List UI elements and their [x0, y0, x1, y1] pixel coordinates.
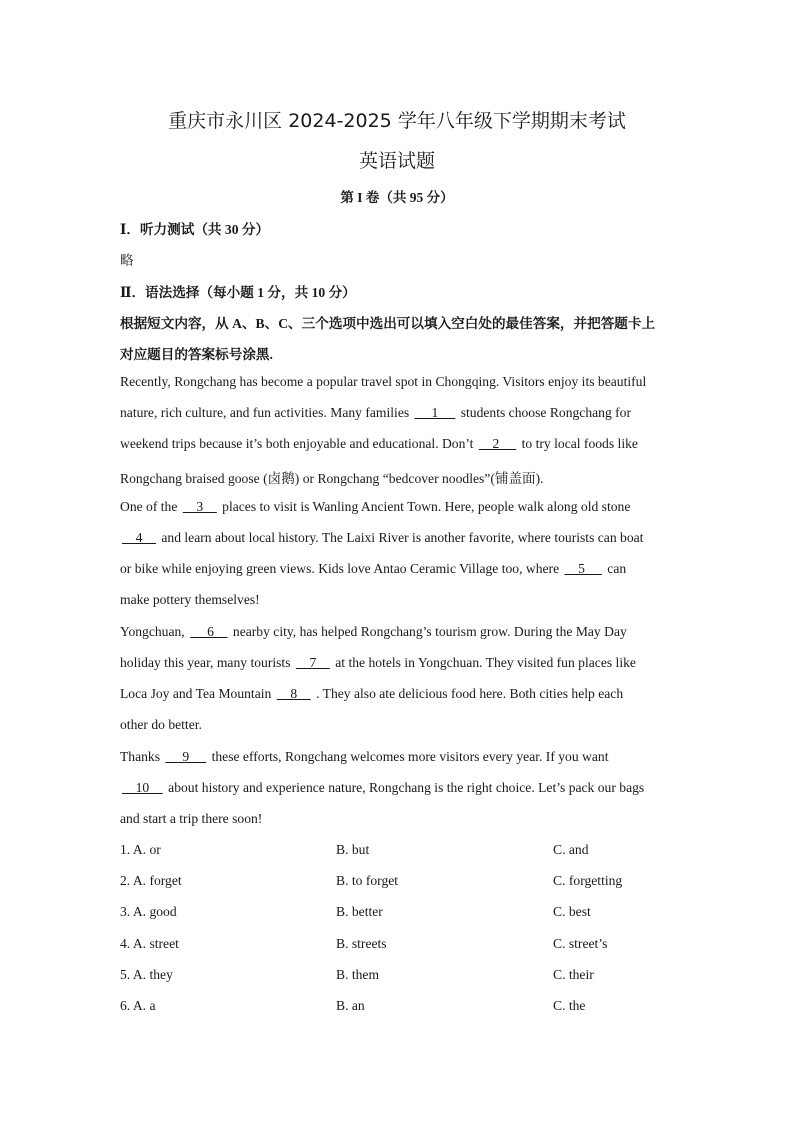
option-3a: 3. A. good — [120, 904, 177, 919]
passage-text: places to visit is Wanling Ancient Town. Here, people walk along old stone — [218, 499, 631, 514]
passage-line: make pottery themselves! — [120, 592, 260, 607]
blank-5: 5 — [564, 561, 602, 576]
section1-note: 略 — [120, 253, 134, 268]
blank-3: 3 — [182, 499, 217, 514]
passage-text: and learn about local history. The Laixi River is another favorite, where tourists can boat — [157, 530, 644, 545]
passage-text: weekend trips because it’s both enjoyable and educational. Don’t — [120, 436, 477, 451]
section2-instruction-1: 根据短文内容，从 A、B、C、三个选项中选出可以填入空白处的最佳答案，并把答题卡上 — [120, 316, 656, 331]
passage-text: holiday this year, many tourists — [120, 655, 294, 670]
blank-1: 1 — [414, 405, 456, 420]
option-6c: C. the — [553, 998, 586, 1013]
option-1b: B. but — [336, 842, 370, 857]
section1-heading: Ⅰ．听力测试（共 30 分） — [120, 222, 270, 237]
passage-text: . They also ate delicious food here. Both cities help each — [312, 686, 624, 701]
passage-text: can — [603, 561, 627, 576]
blank-8: 8 — [276, 686, 311, 701]
option-4c: C. street’s — [553, 936, 608, 951]
passage-line: Rongchang braised goose (卤鹅) or Rongchang “bedcover noodles”(铺盖面). — [120, 471, 544, 486]
blank-9: 9 — [165, 749, 207, 764]
part-heading: 第 I 卷（共 95 分） — [340, 190, 454, 205]
option-2c: C. forgetting — [553, 873, 623, 888]
passage-line — [120, 405, 631, 421]
passage-line: other do better. — [120, 717, 202, 732]
passage-line — [120, 749, 608, 765]
passage-text: Loca Joy and Tea Mountain — [120, 686, 275, 701]
passage-line — [120, 499, 630, 515]
passage-line — [120, 561, 626, 577]
option-2b: B. to forget — [336, 873, 399, 888]
option-6a: 6. A. a — [120, 998, 156, 1013]
blank-6: 6 — [190, 624, 228, 639]
option-5c: C. their — [553, 967, 594, 982]
option-1a: 1. A. or — [120, 842, 161, 857]
blank-2: 2 — [478, 436, 517, 451]
blank-7: 7 — [295, 655, 330, 670]
passage-text: or bike while enjoying green views. Kids love Antao Ceramic Village too, where — [120, 561, 563, 576]
option-3b: B. better — [336, 904, 383, 919]
passage-line — [120, 780, 644, 796]
passage-line — [120, 655, 636, 671]
passage-text: nearby city, has helped Rongchang’s tourism grow. During the May Day — [229, 624, 627, 639]
passage-line — [120, 436, 638, 452]
passage-line: Recently, Rongchang has become a popular travel spot in Chongqing. Visitors enjoy its beautiful — [120, 374, 647, 389]
option-6b: B. an — [336, 998, 365, 1013]
option-4b: B. streets — [336, 936, 387, 951]
option-2a: 2. A. forget — [120, 873, 182, 888]
passage-text: to try local foods like — [518, 436, 638, 451]
section2-instruction-2: 对应题目的答案标号涂黑. — [120, 347, 273, 362]
option-5b: B. them — [336, 967, 380, 982]
section2-heading: Ⅱ．语法选择（每小题 1 分，共 10 分） — [120, 285, 356, 300]
passage-text: these efforts, Rongchang welcomes more visitors every year. If you want — [208, 749, 609, 764]
passage-text: Yongchuan, — [120, 624, 189, 639]
passage-line — [120, 624, 627, 640]
option-3c: C. best — [553, 904, 591, 919]
passage-text: One of the — [120, 499, 181, 514]
blank-10: 10 — [122, 780, 163, 795]
exam-subtitle: 英语试题 — [358, 150, 435, 172]
passage-text: students choose Rongchang for — [457, 405, 631, 420]
option-5a: 5. A. they — [120, 967, 173, 982]
passage-line — [120, 530, 643, 546]
passage-text: nature, rich culture, and fun activities. Many families — [120, 405, 413, 420]
exam-title: 重庆市永川区 2024-2025 学年八年级下学期期末考试 — [168, 110, 626, 132]
option-1c: C. and — [553, 842, 589, 857]
passage-line: and start a trip there soon! — [120, 811, 263, 826]
option-4a: 4. A. street — [120, 936, 179, 951]
passage-text: at the hotels in Yongchuan. They visited fun places like — [331, 655, 636, 670]
blank-4: 4 — [122, 530, 156, 545]
passage-text: about history and experience nature, Rongchang is the right choice. Let’s pack our bags — [164, 780, 645, 795]
passage-text: Thanks — [120, 749, 164, 764]
passage-line — [120, 686, 623, 702]
